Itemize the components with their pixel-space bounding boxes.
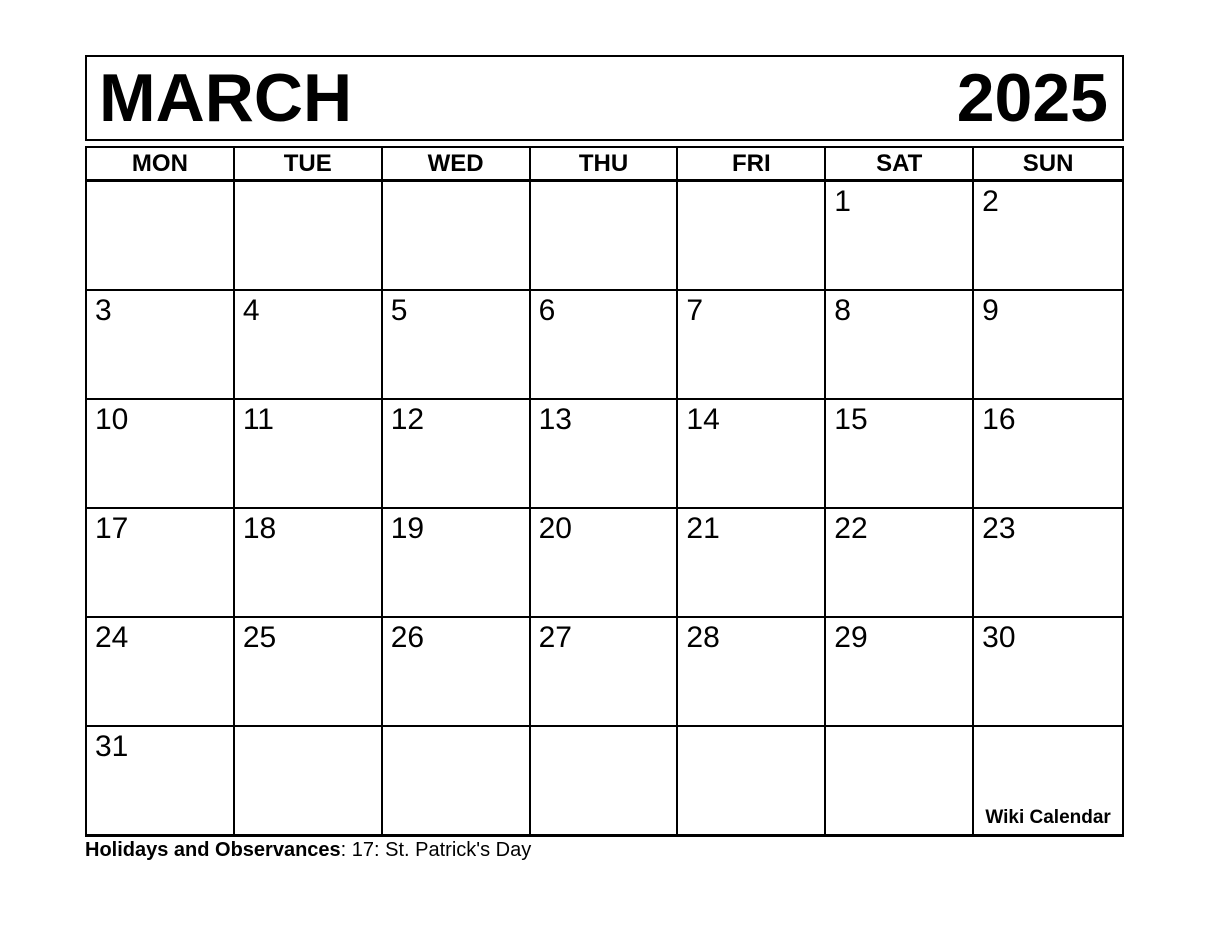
day-number: 27 (538, 621, 572, 654)
day-number: 26 (390, 621, 425, 654)
weekday-header-sun: SUN (1022, 150, 1074, 177)
day-number: 22 (834, 512, 868, 545)
day-number: 1 (834, 185, 851, 218)
week-row (87, 509, 1122, 618)
weekday-header-mon: MON (87, 148, 235, 179)
day-cell-9 (974, 291, 1122, 398)
week-row (87, 400, 1122, 509)
day-number: 30 (982, 621, 1016, 654)
day-number: 19 (390, 512, 425, 545)
day-number: 20 (538, 512, 572, 545)
day-cell-11 (235, 400, 383, 507)
day-cell-7 (678, 291, 826, 398)
weekday-header-tue: TUE (235, 148, 383, 179)
day-cell-4 (235, 291, 383, 398)
day-cell-22 (826, 509, 974, 616)
day-cell-3 (87, 291, 235, 398)
day-number: 3 (95, 294, 112, 327)
day-number: 10 (95, 403, 129, 436)
day-number: 23 (982, 512, 1016, 545)
calendar (85, 55, 1124, 837)
day-cell-8 (826, 291, 974, 398)
day-number: 2 (982, 185, 999, 218)
day-cell-14 (678, 400, 826, 507)
day-number: 9 (982, 294, 999, 327)
weekday-header-row (87, 148, 1122, 182)
calendar-title-box (85, 55, 1124, 141)
day-number: 16 (982, 403, 1016, 436)
day-cell-17 (87, 509, 235, 616)
weekday-header-wed: WED (383, 148, 531, 179)
day-number: 29 (834, 621, 868, 654)
day-number: 13 (538, 403, 572, 436)
weekday-header-sat: SAT (826, 148, 974, 179)
day-number: 24 (95, 621, 129, 654)
day-cell-27 (531, 618, 679, 725)
day-number: 14 (686, 403, 720, 436)
day-number: 6 (538, 294, 556, 327)
day-cell-empty (235, 727, 383, 834)
day-cell-empty (974, 727, 1122, 834)
day-cell-6 (531, 291, 679, 398)
day-cell-empty (235, 182, 383, 289)
day-cell-28 (678, 618, 826, 725)
day-cell-29 (826, 618, 974, 725)
day-cell-5 (383, 291, 531, 398)
day-cell-13 (531, 400, 679, 507)
day-number: 5 (390, 294, 408, 327)
day-number: 31 (95, 730, 129, 763)
day-number: 18 (242, 512, 277, 545)
day-cell-empty (531, 727, 679, 834)
day-number: 11 (242, 403, 274, 436)
day-cell-24 (87, 618, 235, 725)
year-title: 2025 (956, 60, 1108, 136)
footer-note (85, 839, 531, 862)
day-cell-26 (383, 618, 531, 725)
weekday-header-thu: THU (531, 148, 679, 179)
day-number: 8 (834, 294, 851, 327)
day-cell-empty (678, 182, 826, 289)
day-cell-empty (383, 727, 531, 834)
footer-text: : 17: St. Patrick's Day (340, 839, 532, 861)
day-number: 28 (686, 621, 720, 654)
day-number: 17 (95, 512, 129, 545)
day-cell-30 (974, 618, 1122, 725)
day-cell-16 (974, 400, 1122, 507)
week-row (87, 291, 1122, 400)
calendar-grid (85, 146, 1124, 837)
day-cell-empty (383, 182, 531, 289)
day-cell-1 (826, 182, 974, 289)
day-cell-23 (974, 509, 1122, 616)
day-number: 7 (686, 294, 704, 327)
day-cell-10 (87, 400, 235, 507)
day-cell-18 (235, 509, 383, 616)
day-cell-31 (87, 727, 235, 834)
week-row (87, 618, 1122, 727)
day-cell-empty (87, 182, 235, 289)
week-row (87, 727, 1122, 834)
month-title: MARCH (99, 60, 353, 136)
day-cell-21 (678, 509, 826, 616)
day-cell-2 (974, 182, 1122, 289)
weekday-header-fri: FRI (678, 148, 826, 179)
day-number: 15 (834, 403, 868, 436)
day-cell-empty (826, 727, 974, 834)
day-cell-25 (235, 618, 383, 725)
day-cell-empty (678, 727, 826, 834)
week-row (87, 182, 1122, 291)
day-cell-empty (531, 182, 679, 289)
day-cell-20 (531, 509, 679, 616)
wiki-calendar-branding: Wiki Calendar (985, 807, 1111, 828)
day-number: 21 (686, 512, 720, 545)
footer-label: Holidays and Observances (85, 839, 341, 861)
day-number: 4 (242, 294, 260, 327)
day-cell-12 (383, 400, 531, 507)
day-cell-19 (383, 509, 531, 616)
day-number: 12 (390, 403, 425, 436)
day-number: 25 (242, 621, 277, 654)
day-cell-15 (826, 400, 974, 507)
